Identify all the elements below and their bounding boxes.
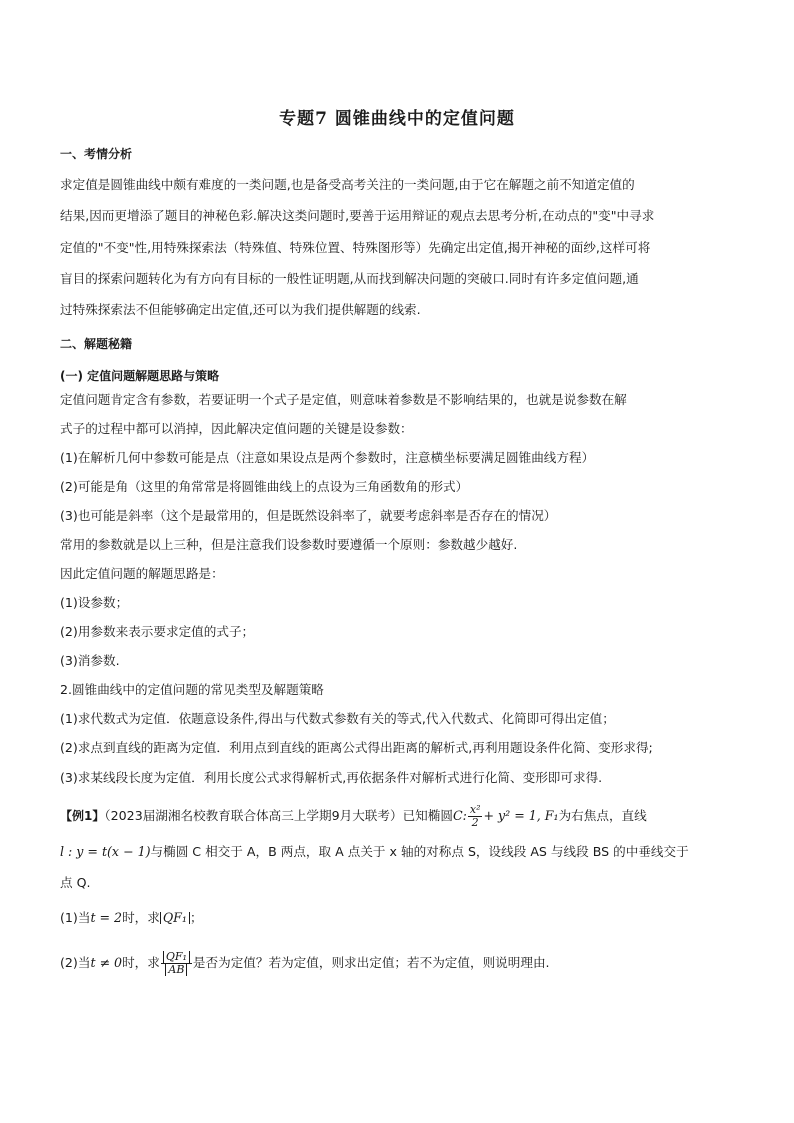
list-item: (3)也可能是斜率（这个是最常用的，但是既然设斜率了，就要考虑斜率是否存在的情况） bbox=[60, 508, 557, 523]
line-equation: l : y = t(x − 1) bbox=[60, 844, 151, 859]
fraction-denominator: 2 bbox=[471, 816, 479, 829]
list-item: (2)求点到直线的距离为定值．利用点到直线的距离公式得出距离的解析式,再利用题设条件化简、变形求得; bbox=[60, 740, 653, 755]
q1-condition: t = 2 bbox=[90, 910, 123, 925]
paragraph-line: 常用的参数就是以上三种，但是注意我们设参数时要遵循一个原则：参数越少越好. bbox=[60, 537, 518, 552]
list-item: (3)求某线段长度为定值．利用长度公式求得解析式,再依据条件对解析式进行化简、变形即可求得. bbox=[60, 770, 603, 785]
q2-fraction bbox=[161, 951, 192, 976]
q2-numerator: QF₁ bbox=[163, 951, 190, 963]
list-item: (3)消参数. bbox=[60, 653, 120, 668]
fraction-numerator: x² bbox=[469, 803, 481, 816]
section-heading-analysis: 一、考情分析 bbox=[60, 147, 133, 161]
q2-prefix: (2)当 bbox=[60, 955, 91, 970]
example-line-1 bbox=[60, 803, 736, 829]
q1-suffix: ； bbox=[189, 910, 203, 925]
example-line-2 bbox=[60, 843, 736, 861]
subsection-heading-2: 2.圆锥曲线中的定值问题的常见类型及解题策略 bbox=[60, 682, 324, 697]
example-label: 【例1】 bbox=[60, 809, 105, 823]
q1-prefix: (1)当 bbox=[60, 910, 91, 925]
paragraph-line: 盲目的探索问题转化为有方向有目标的一般性证明题,从而找到解决问题的突破口.同时有许多定值问题,通 bbox=[60, 271, 639, 286]
example-line-3: 点 Q. bbox=[60, 875, 91, 890]
paragraph-line: 定值的"不变"性,用特殊探索法（特殊值、特殊位置、特殊图形等）先确定出定值,揭开神秘的面纱,这样可将 bbox=[60, 240, 651, 255]
paragraph-line: 式子的过程中都可以消掉，因此解决定值问题的关键是设参数： bbox=[60, 421, 413, 436]
paragraph-line: 过特殊探索法不但能够确定出定值,还可以为我们提供解题的线索. bbox=[60, 302, 421, 317]
paragraph-line: 因此定值问题的解题思路是： bbox=[60, 566, 224, 581]
list-item: (1)设参数； bbox=[60, 595, 129, 610]
list-item: (2)可能是角（这里的角常常是将圆锥曲线上的点设为三角函数角的形式） bbox=[60, 479, 469, 494]
q2-condition: t ≠ 0 bbox=[90, 955, 123, 970]
q1-expression: QF₁ bbox=[160, 912, 190, 924]
q2-mid: 时，求 bbox=[122, 955, 160, 970]
example-text: 与椭圆 C 相交于 A，B 两点，取 A 点关于 x 轴的对称点 S，设线段 AS 与线段 BS 的中垂线交于 bbox=[150, 844, 689, 859]
paragraph-line: 结果,因而更增添了题目的神秘色彩.解决这类问题时,要善于运用辩证的观点去思考分析,在动点的"变"中寻求 bbox=[60, 208, 655, 223]
list-item: (1)在解析几何中参数可能是点（注意如果设点是两个参数时，注意横坐标要满足圆锥曲线方程） bbox=[60, 450, 595, 465]
subsection-heading: (一) 定值问题解题思路与策略 bbox=[60, 369, 220, 383]
example-source: （2023届湖湘名校教育联合体高三上学期9月大联考）已知椭圆 bbox=[104, 808, 453, 823]
list-item: (1)求代数式为定值．依题意设条件,得出与代数式参数有关的等式,代入代数式、化简即可得出定值； bbox=[60, 711, 615, 726]
q1-mid: 时，求 bbox=[122, 910, 160, 925]
question-2 bbox=[60, 950, 736, 976]
focus-text: 为右焦点，直线 bbox=[558, 808, 647, 823]
list-item: (2)用参数来表示要求定值的式子； bbox=[60, 624, 255, 639]
q2-denominator: AB bbox=[165, 964, 187, 976]
section-heading-secrets: 二、解题秘籍 bbox=[60, 337, 133, 351]
ellipse-fraction bbox=[468, 804, 483, 829]
q2-suffix: 是否为定值？若为定值，则求出定值；若不为定值，则说明理由. bbox=[192, 955, 550, 970]
paragraph-line: 求定值是圆锥曲线中颇有难度的一类问题,也是备受高考关注的一类问题,由于它在解题之前不知道定值的 bbox=[60, 177, 635, 192]
ellipse-var: C: bbox=[452, 808, 467, 823]
question-1 bbox=[60, 909, 736, 927]
paragraph-line: 定值问题肯定含有参数，若要证明一个式子是定值，则意味着参数是不影响结果的，也就是说参数在解 bbox=[60, 392, 627, 407]
page-title: 专题7 圆锥曲线中的定值问题 bbox=[279, 109, 515, 129]
ellipse-equation-rest: + y² = 1, F₁ bbox=[483, 808, 559, 823]
